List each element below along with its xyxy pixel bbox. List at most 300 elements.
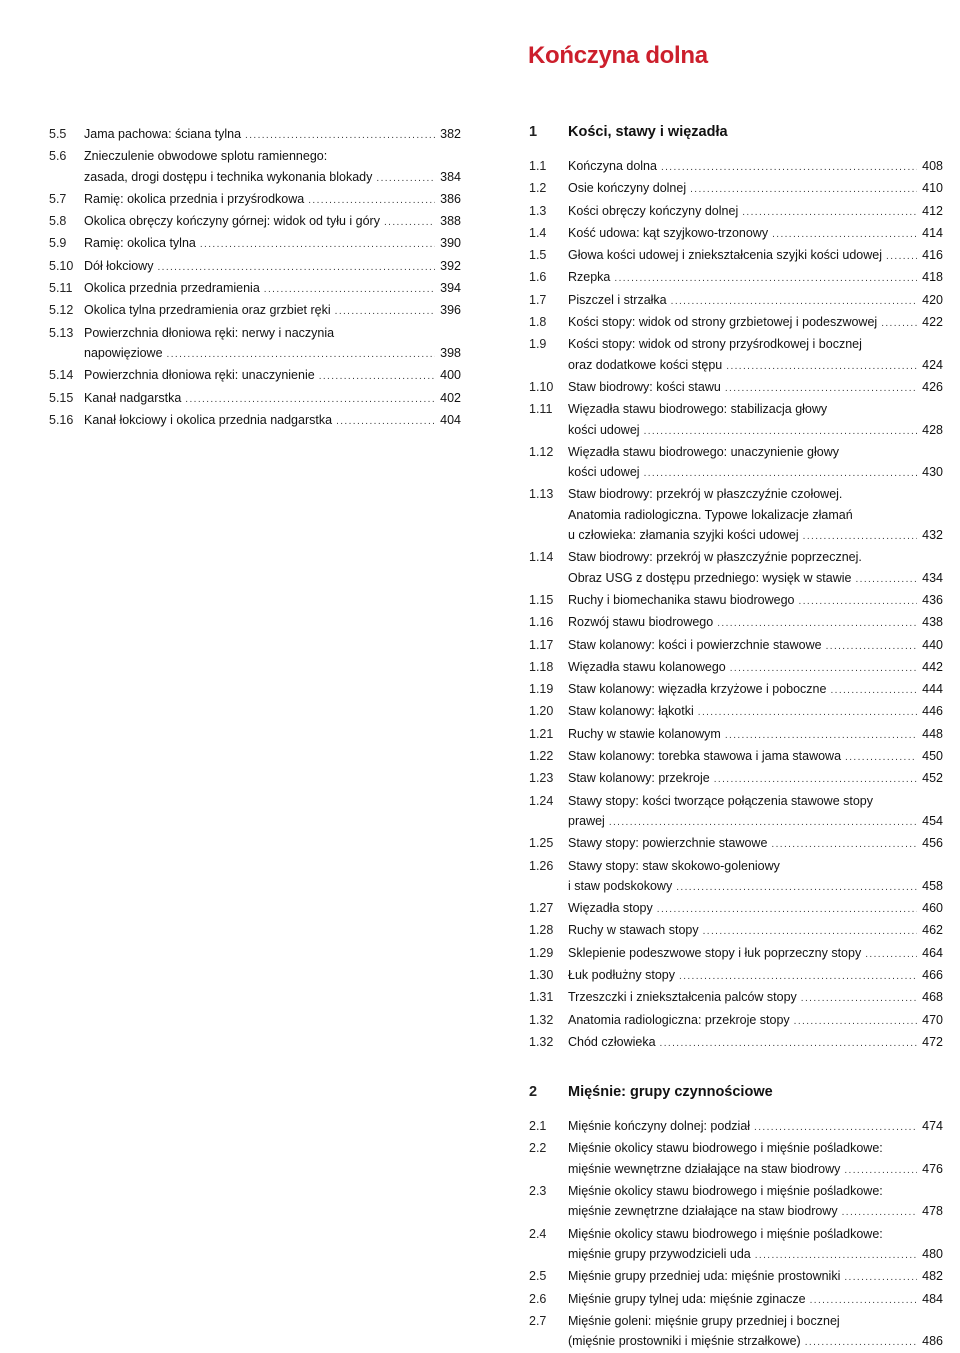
toc-entry[interactable] — [49, 256, 461, 278]
dot-leader — [614, 269, 917, 289]
entry-number: 2.5 — [529, 1269, 547, 1284]
entry-page-number: 460 — [922, 901, 943, 916]
toc-entry[interactable] — [529, 156, 943, 178]
toc-entry[interactable] — [49, 146, 461, 189]
entry-page-number: 414 — [922, 225, 943, 240]
entry-line — [568, 156, 943, 178]
dot-leader — [772, 225, 917, 245]
entry-page-number: 418 — [922, 270, 943, 285]
entry-line — [568, 811, 943, 833]
dot-leader — [676, 878, 917, 898]
entry-line — [568, 290, 943, 312]
entry-number: 1.7 — [529, 292, 547, 307]
dot-leader — [644, 422, 917, 442]
entry-page-number: 396 — [440, 303, 461, 318]
entry-line — [568, 1116, 943, 1138]
entry-title: Ruchy w stawie kolanowym — [568, 726, 721, 741]
toc-entry[interactable] — [529, 590, 943, 612]
dot-leader — [886, 247, 917, 267]
entry-number: 5.12 — [49, 303, 74, 318]
entry-number: 1.23 — [529, 771, 554, 786]
entry-body — [84, 189, 461, 211]
toc-entry[interactable] — [49, 365, 461, 387]
entry-body — [568, 791, 943, 834]
dot-leader — [714, 770, 917, 790]
entry-number: 1.25 — [529, 836, 554, 851]
entry-line — [568, 701, 943, 723]
toc-entry[interactable] — [529, 833, 943, 855]
entry-line — [84, 278, 461, 300]
entry-body — [84, 323, 461, 366]
entry-number: 1.15 — [529, 592, 554, 607]
entry-line — [568, 612, 943, 634]
toc-entry[interactable] — [529, 920, 943, 942]
toc-entry[interactable] — [529, 377, 943, 399]
entry-page-number: 382 — [440, 127, 461, 141]
toc-entry[interactable] — [529, 442, 943, 485]
entry-line — [568, 590, 943, 612]
entry-body — [568, 856, 943, 899]
toc-entry[interactable] — [529, 399, 943, 442]
entry-body — [568, 965, 943, 987]
entry-line — [568, 420, 943, 442]
entry-line — [84, 124, 461, 146]
entry-body — [568, 657, 943, 679]
dot-leader — [717, 614, 917, 634]
entry-page-number: 432 — [922, 528, 943, 543]
entry-line — [568, 462, 943, 484]
entry-title: kości udowej — [568, 422, 640, 437]
toc-entry[interactable] — [529, 547, 943, 590]
dot-leader — [698, 703, 917, 723]
toc-entry[interactable] — [529, 1266, 943, 1288]
entry-page-number: 474 — [922, 1119, 943, 1134]
entry-body — [568, 1032, 943, 1054]
entry-page-number: 462 — [922, 923, 943, 938]
entry-title: mięśnie grupy przywodzicieli uda — [568, 1246, 751, 1261]
entry-line — [84, 233, 461, 255]
toc-entry[interactable] — [49, 300, 461, 322]
entry-line — [568, 355, 943, 377]
entry-page-number: 392 — [440, 258, 461, 273]
entry-line — [568, 1201, 943, 1223]
entry-number: 5.13 — [49, 325, 74, 340]
toc-entry[interactable] — [529, 1138, 943, 1181]
toc-entry[interactable] — [529, 267, 943, 289]
dot-leader — [794, 1012, 917, 1032]
entry-body — [84, 278, 461, 300]
entry-number: 1.16 — [529, 615, 554, 630]
toc-entry[interactable] — [529, 635, 943, 657]
entry-page-number: 454 — [922, 813, 943, 828]
dot-leader — [810, 1291, 917, 1311]
entry-body — [568, 223, 943, 245]
entry-page-number: 400 — [440, 368, 461, 383]
entry-text-line: Mięśnie okolicy stawu biodrowego i mięśnie pośladkowe: — [568, 1141, 883, 1156]
entry-body — [568, 245, 943, 267]
dot-leader — [805, 1333, 917, 1353]
toc-entry[interactable] — [529, 1181, 943, 1224]
entry-body — [568, 1266, 943, 1288]
dot-leader — [308, 191, 435, 211]
entry-title: Staw biodrowy: kości stawu — [568, 379, 721, 394]
toc-entry[interactable] — [529, 245, 943, 267]
toc-entry[interactable] — [529, 1311, 943, 1353]
entry-title: napowięziowe — [84, 345, 163, 360]
dot-leader — [660, 1034, 917, 1054]
entry-number: 1.5 — [529, 248, 547, 263]
entry-body — [568, 943, 943, 965]
entry-number: 2.2 — [529, 1141, 547, 1156]
entry-number: 5.15 — [49, 390, 74, 405]
entry-title: Ramię: okolica przednia i przyśrodkowa — [84, 191, 305, 206]
entry-title: Więzadła stawu kolanowego — [568, 659, 726, 674]
entry-body — [568, 920, 943, 942]
dot-leader — [336, 412, 435, 432]
toc-entry[interactable] — [529, 290, 943, 312]
entry-line — [568, 178, 943, 200]
toc-entry[interactable] — [529, 1224, 943, 1267]
entry-line — [568, 377, 943, 399]
chapter-number: 2 — [529, 1084, 538, 1101]
entry-number: 5.7 — [49, 191, 67, 206]
toc-entry[interactable] — [529, 856, 943, 899]
toc-entry[interactable] — [529, 724, 943, 746]
dot-leader — [855, 570, 917, 590]
toc-entry[interactable] — [529, 746, 943, 768]
entry-number: 2.1 — [529, 1119, 547, 1134]
entry-page-number: 412 — [922, 203, 943, 218]
entry-line — [568, 201, 943, 223]
entry-text-line: Mięśnie okolicy stawu biodrowego i mięśnie pośladkowe: — [568, 1184, 883, 1199]
entry-text-line: Stawy stopy: kości tworzące połączenia stawowe stopy — [568, 793, 873, 808]
entry-page-number: 422 — [922, 315, 943, 330]
toc-entry[interactable] — [529, 1010, 943, 1032]
dot-leader — [679, 967, 917, 987]
entry-title: Mięśnie kończyny dolnej: podział — [568, 1119, 751, 1134]
entry-page-number: 480 — [922, 1246, 943, 1261]
entry-body — [568, 267, 943, 289]
entry-line — [568, 920, 943, 942]
entry-body — [84, 146, 461, 189]
dot-leader — [844, 1161, 917, 1181]
entry-title: kości udowej — [568, 465, 640, 480]
entry-text-line: Anatomia radiologiczna. Typowe lokalizacje złamań — [568, 507, 853, 522]
entry-line — [84, 300, 461, 322]
entry-title: Kanał łokciowy i okolica przednia nadgarstka — [84, 412, 333, 427]
toc-entry[interactable] — [529, 943, 943, 965]
entry-body — [568, 377, 943, 399]
entry-title: prawej — [568, 813, 605, 828]
toc-entry[interactable] — [49, 124, 461, 146]
entry-title: Okolica tylna przedramienia oraz grzbiet ręki — [84, 303, 331, 318]
entry-page-number: 384 — [440, 169, 461, 184]
entry-body — [568, 1224, 943, 1267]
toc-entry[interactable] — [49, 323, 461, 366]
entry-body — [84, 365, 461, 387]
entry-body — [84, 233, 461, 255]
entry-text-line: Więzadła stawu biodrowego: stabilizacja głowy — [568, 402, 828, 417]
entry-line — [568, 312, 943, 334]
entry-line — [84, 189, 461, 211]
entry-number: 5.14 — [49, 368, 74, 383]
entry-line — [568, 833, 943, 855]
entry-number: 5.16 — [49, 412, 74, 427]
entry-line — [568, 987, 943, 1009]
entry-page-number: 388 — [440, 214, 461, 229]
entry-page-number: 430 — [922, 465, 943, 480]
entry-title: Stawy stopy: powierzchnie stawowe — [568, 836, 768, 851]
entry-line — [568, 1159, 943, 1181]
chapter-title: Mięśnie: grupy czynnościowe — [568, 1084, 773, 1101]
dot-leader — [730, 659, 917, 679]
entry-page-number: 420 — [922, 292, 943, 307]
toc-entry[interactable] — [529, 768, 943, 790]
dot-leader — [319, 367, 435, 387]
entry-title: Kości obręczy kończyny dolnej — [568, 203, 739, 218]
entry-body — [568, 156, 943, 178]
entry-number: 1.13 — [529, 487, 554, 502]
entry-number: 1.4 — [529, 225, 547, 240]
toc-entry[interactable] — [49, 211, 461, 233]
toc-entry[interactable] — [529, 898, 943, 920]
toc-entry[interactable] — [49, 388, 461, 410]
toc-entry[interactable] — [529, 657, 943, 679]
dot-leader — [830, 681, 917, 701]
entry-page-number: 426 — [922, 379, 943, 394]
dot-leader — [726, 357, 917, 377]
entry-line — [84, 388, 461, 410]
entry-number: 1.11 — [529, 402, 553, 417]
dot-leader — [200, 235, 435, 255]
entry-line — [568, 679, 943, 701]
entry-line — [568, 876, 943, 898]
entry-line — [568, 1266, 943, 1288]
dot-leader — [771, 835, 917, 855]
entry-number: 1.20 — [529, 704, 554, 719]
toc-entry[interactable] — [529, 701, 943, 723]
entry-body — [84, 388, 461, 410]
toc-entry[interactable] — [49, 233, 461, 255]
entry-page-number: 458 — [922, 878, 943, 893]
entry-page-number: 404 — [440, 412, 461, 427]
dot-leader — [881, 314, 917, 334]
toc-entry[interactable] — [529, 201, 943, 223]
toc-entry[interactable] — [529, 178, 943, 200]
entry-body — [84, 300, 461, 322]
entry-body — [568, 1311, 943, 1353]
entry-line — [568, 1010, 943, 1032]
entry-line — [568, 267, 943, 289]
entry-number: 1.17 — [529, 637, 554, 652]
entry-title: Staw kolanowy: przekroje — [568, 771, 710, 786]
entry-page-number: 408 — [922, 159, 943, 173]
dot-leader — [609, 813, 917, 833]
entry-title: Mięśnie grupy przedniej uda: mięśnie prostowniki — [568, 1269, 841, 1284]
dot-leader — [384, 213, 435, 233]
entry-number: 5.10 — [49, 258, 74, 273]
entry-text-line: Powierzchnia dłoniowa ręki: nerwy i naczynia — [84, 325, 335, 340]
dot-leader — [157, 258, 435, 278]
entry-title: Kości stopy: widok od strony grzbietowej i podeszwowej — [568, 315, 878, 330]
entry-number: 5.6 — [49, 149, 67, 164]
entry-body — [568, 312, 943, 334]
entry-number: 1.30 — [529, 967, 554, 982]
toc-entry[interactable] — [529, 987, 943, 1009]
entry-title: Staw kolanowy: kości i powierzchnie stawowe — [568, 637, 822, 652]
entry-body — [568, 1181, 943, 1224]
entry-number: 5.8 — [49, 214, 67, 229]
entry-line — [568, 965, 943, 987]
entry-page-number: 386 — [440, 191, 461, 206]
entry-number: 1.14 — [529, 550, 554, 565]
dot-leader — [842, 1203, 917, 1223]
entry-page-number: 394 — [440, 281, 461, 296]
toc-entry[interactable] — [529, 1032, 943, 1054]
entry-body — [568, 768, 943, 790]
entry-page-number: 452 — [922, 771, 943, 786]
toc-entry[interactable] — [49, 410, 461, 432]
entry-title: Ruchy w stawach stopy — [568, 923, 699, 938]
dot-leader — [671, 292, 917, 312]
entry-number: 1.24 — [529, 793, 554, 808]
entry-body — [568, 635, 943, 657]
entry-page-number: 444 — [922, 682, 943, 697]
chapter-number: 1 — [529, 124, 538, 140]
entry-title: zasada, drogi dostępu i technika wykonania blokady — [84, 169, 373, 184]
toc-entry[interactable] — [529, 312, 943, 334]
entry-line — [568, 568, 943, 590]
entry-body — [84, 124, 461, 146]
entry-line — [568, 1331, 943, 1353]
entry-number: 2.4 — [529, 1226, 547, 1241]
dot-leader — [799, 592, 917, 612]
entry-page-number: 470 — [922, 1012, 943, 1027]
entry-body — [568, 898, 943, 920]
entry-body — [568, 334, 943, 377]
entry-number: 1.8 — [529, 315, 547, 330]
entry-body — [84, 410, 461, 432]
entry-page-number: 486 — [922, 1334, 943, 1349]
page-title: Kończyna dolna — [528, 42, 708, 70]
entry-title: Łuk podłużny stopy — [568, 967, 676, 982]
dot-leader — [844, 1268, 917, 1288]
toc-entry[interactable] — [529, 1116, 943, 1138]
dot-leader — [865, 945, 917, 965]
entry-page-number: 478 — [922, 1204, 943, 1219]
toc-right-column — [529, 124, 943, 1353]
toc-entry[interactable] — [529, 965, 943, 987]
entry-title: Okolica przednia przedramienia — [84, 281, 260, 296]
dot-leader — [335, 302, 435, 322]
toc-entry[interactable] — [529, 612, 943, 634]
entry-body — [568, 178, 943, 200]
entry-body — [568, 484, 943, 547]
entry-page-number: 398 — [440, 345, 461, 360]
dot-leader — [661, 158, 917, 178]
entry-title: Mięśnie grupy tylnej uda: mięśnie zginacze — [568, 1291, 806, 1306]
entry-title: Głowa kości udowej i zniekształcenia szyjki kości udowej — [568, 248, 883, 263]
entry-body — [568, 1116, 943, 1138]
dot-leader — [264, 280, 435, 300]
dot-leader — [803, 527, 917, 547]
dot-leader — [725, 379, 917, 399]
entry-number: 1.32 — [529, 1034, 554, 1049]
entry-title: (mięśnie prostowniki i mięśnie strzałkowe) — [568, 1334, 801, 1349]
dot-leader — [644, 464, 917, 484]
entry-page-number: 456 — [922, 836, 943, 851]
toc-entry[interactable] — [529, 1289, 943, 1311]
entry-number: 1.3 — [529, 203, 547, 218]
entry-title: i staw podskokowy — [568, 878, 673, 893]
entry-page-number: 390 — [440, 236, 461, 251]
entry-title: oraz dodatkowe kości stępu — [568, 357, 723, 372]
toc-entry[interactable] — [529, 679, 943, 701]
entry-page-number: 482 — [922, 1269, 943, 1284]
entry-number: 1.22 — [529, 749, 554, 764]
entry-page-number: 436 — [922, 592, 943, 607]
entry-title: u człowieka: złamania szyjki kości udowej — [568, 528, 799, 543]
dot-leader — [657, 900, 917, 920]
entry-number: 2.7 — [529, 1313, 547, 1328]
entry-title: Kończyna dolna — [568, 159, 657, 173]
entry-number: 1.26 — [529, 858, 554, 873]
entry-body — [568, 1138, 943, 1181]
entry-title: Jama pachowa: ściana tylna — [84, 127, 242, 141]
entry-line — [568, 525, 943, 547]
toc-entry[interactable] — [49, 278, 461, 300]
chapter-heading — [529, 1084, 943, 1104]
entry-page-number: 434 — [922, 570, 943, 585]
entry-line — [568, 898, 943, 920]
entry-line — [84, 211, 461, 233]
entry-page-number: 424 — [922, 357, 943, 372]
entry-line — [568, 223, 943, 245]
entry-page-number: 466 — [922, 967, 943, 982]
entry-number: 1.31 — [529, 990, 554, 1005]
entry-title: Osie kończyny dolnej — [568, 181, 687, 196]
entry-title: mięśnie zewnętrzne działające na staw biodrowy — [568, 1204, 838, 1219]
entry-text-line: Kości stopy: widok od strony przyśrodkowej i bocznej — [568, 337, 862, 352]
entry-title: Rzepka — [568, 270, 611, 285]
toc-entry[interactable] — [529, 334, 943, 377]
entry-body — [568, 987, 943, 1009]
entry-body — [84, 256, 461, 278]
entry-page-number: 410 — [922, 181, 943, 196]
entry-text-line: Znieczulenie obwodowe splotu ramiennego: — [84, 149, 328, 164]
toc-entry[interactable] — [529, 791, 943, 834]
toc-entry[interactable] — [49, 189, 461, 211]
toc-entry[interactable] — [529, 484, 943, 547]
entry-line — [568, 746, 943, 768]
dot-leader — [725, 726, 917, 746]
toc-entry[interactable] — [529, 223, 943, 245]
entry-title: Powierzchnia dłoniowa ręki: unaczynienie — [84, 368, 315, 383]
chapter-entry-list — [529, 156, 943, 1054]
entry-line — [568, 724, 943, 746]
entry-title: Anatomia radiologiczna: przekroje stopy — [568, 1012, 790, 1027]
entry-body — [568, 612, 943, 634]
entry-title: Kanał nadgarstka — [84, 390, 182, 405]
entry-title: Ramię: okolica tylna — [84, 236, 196, 251]
entry-line — [84, 410, 461, 432]
entry-number: 5.11 — [49, 281, 73, 296]
entry-number: 1.2 — [529, 181, 547, 196]
entry-body — [568, 833, 943, 855]
entry-title: Chód człowieka — [568, 1034, 656, 1049]
entry-title: Rozwój stawu biodrowego — [568, 615, 714, 630]
chapter-entry-list — [529, 1116, 943, 1353]
